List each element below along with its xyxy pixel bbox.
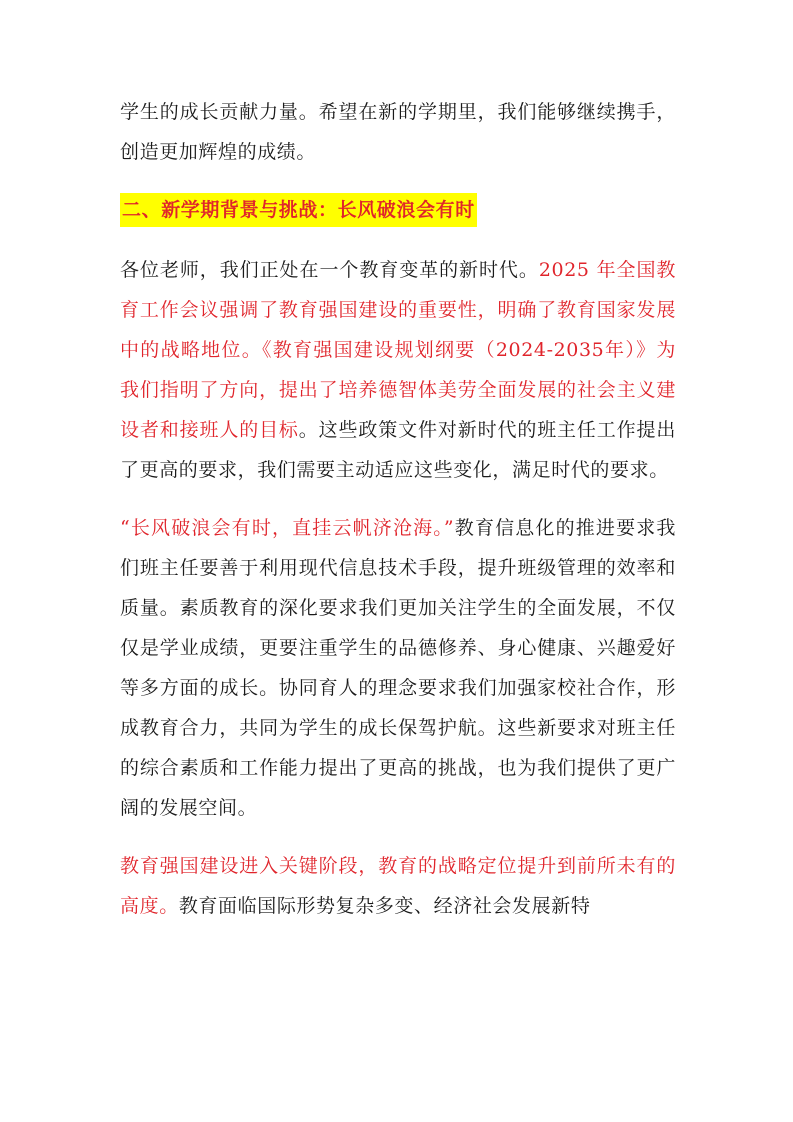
paragraph-2-plain-1: 各位老师，我们正处在一个教育变革的新时代。 — [120, 259, 539, 281]
paragraph-1 — [120, 92, 676, 172]
paragraph-3 — [120, 508, 676, 828]
paragraph-2 — [120, 250, 676, 490]
paragraph-4 — [120, 846, 676, 926]
section-heading-container — [120, 190, 676, 230]
paragraph-1-text: 学生的成长贡献力量。希望在新的学期里，我们能够继续携手，创造更加辉煌的成绩。 — [120, 101, 676, 163]
paragraph-3-plain-1: 教育信息化的推进要求我们班主任要善于利用现代信息技术手段，提升班级管理的效率和质量。素质教育的深化要求我们更加关注学生的全面发展，不仅仅是学业成绩，更要注重学生的品德修养、身心健康、兴趣爱好等多方面的成长。协同育人的理念要求我们加强家校社合作，形成教育合力，共同为学生的成长保驾护航。这些新要求对班主任的综合素质和工作能力提出了更高的挑战，也为我们提供了更广阔的发展空间。 — [120, 517, 676, 819]
paragraph-2-red-1: 2025 年全国教育工作会议强调了教育强国建设的重要性，明确了教育国家发展中的战略地位。《教育强国建设规划纲要（2024-2035年）》为我们指明了方向，提出了培养德智体美劳全面发展的社会主义建设者和接班人的目标 — [120, 259, 676, 441]
section-heading: 二、新学期背景与挑战：长风破浪会有时 — [120, 193, 477, 227]
document-body — [120, 92, 676, 944]
paragraph-3-quote: “长风破浪会有时，直挂云帆济沧海。” — [120, 517, 455, 539]
paragraph-2-plain-2: 。这些政策文件对新时代的班主任工作提出了更高的要求，我们需要主动适应这些变化，满足时代的要求。 — [120, 419, 676, 481]
paragraph-4-red-1: 教育强国建设进入关键阶段，教育的战略定位提升到前所未有的高度。 — [120, 855, 676, 917]
paragraph-4-plain-1: 教育面临国际形势复杂多变、经济社会发展新特 — [178, 895, 591, 917]
